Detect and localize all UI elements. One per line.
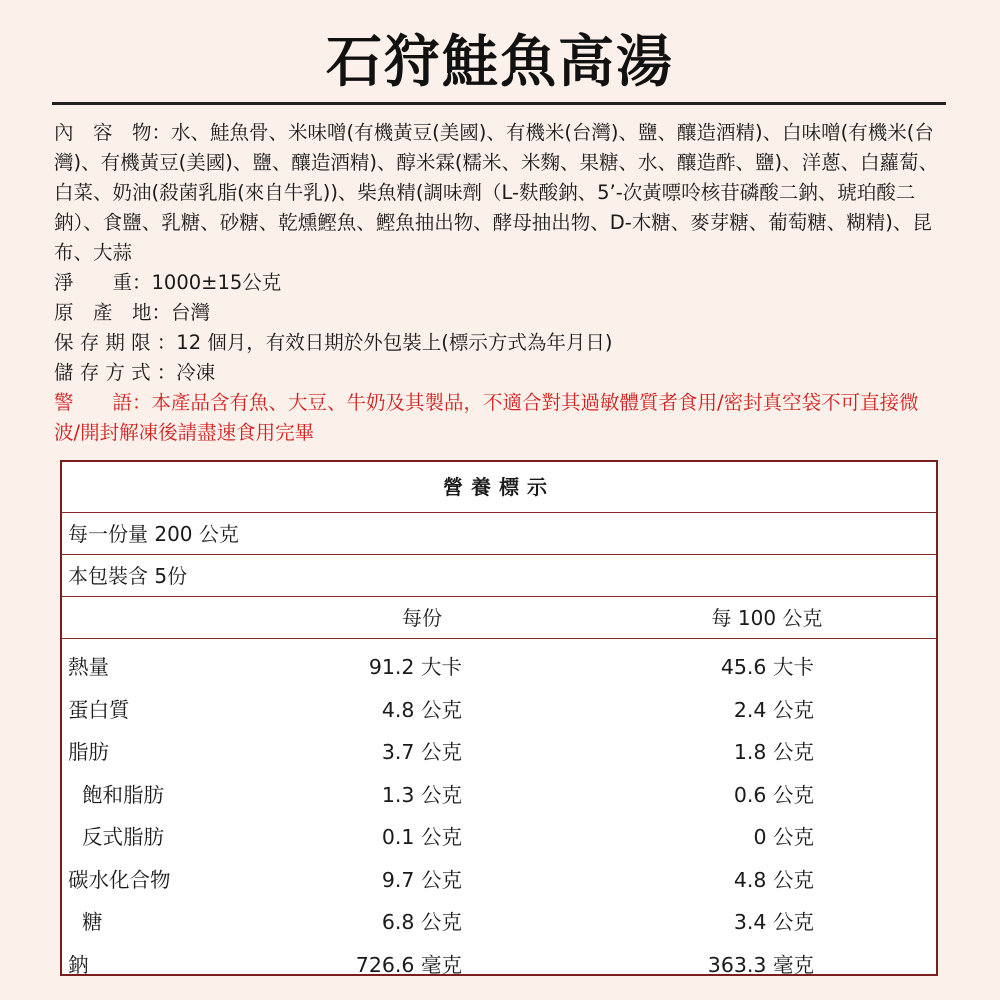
nutrition-rows: [62, 642, 936, 982]
nutrition-row-calories: [62, 642, 936, 685]
nutrition-row-saturated-fat: [62, 770, 936, 813]
product-info: [54, 118, 944, 448]
nutrient-name: 脂肪: [68, 740, 109, 764]
storage-text: 儲 存 方 式 ：冷凍: [54, 361, 216, 384]
nutrition-row-carbohydrate: [62, 855, 936, 898]
shelf-life-text: 保 存 期 限 ：12 個月，有效日期於外包裝上(標示方式為年月日): [54, 331, 613, 354]
nutrition-facts-panel: [60, 460, 938, 976]
per-100g-value: 0.6 公克: [733, 782, 814, 807]
per-100g-header: 每 100 公克: [711, 606, 823, 630]
nutrient-name: 反式脂肪: [82, 825, 164, 849]
nutrient-name: 鈉: [68, 952, 89, 977]
nutrition-row-trans-fat: [62, 812, 936, 855]
title-divider: [52, 102, 946, 105]
net-weight-text: 淨 重：1000±15公克: [54, 271, 282, 294]
per-serving-value: 91.2 大卡: [368, 655, 462, 679]
per-serving-header: 每份: [402, 606, 442, 630]
per-serving-value: 6.8 公克: [381, 910, 462, 934]
nutrition-row-sodium: [62, 940, 936, 983]
product-title: 石狩鮭魚高湯: [326, 30, 674, 95]
per-serving-value: 9.7 公克: [381, 867, 462, 892]
serving-size: 每一份量 200 公克: [62, 513, 936, 555]
per-100g-value: 0 公克: [753, 825, 814, 849]
origin-text: 原 產 地：台灣: [54, 301, 211, 324]
nutrient-name: 飽和脂肪: [82, 782, 164, 807]
per-serving-value: 1.3 公克: [381, 782, 462, 807]
per-100g-value: 3.4 公克: [733, 910, 814, 934]
per-100g-value: 1.8 公克: [733, 740, 814, 764]
per-100g-value: 45.6 大卡: [720, 655, 814, 679]
nutrition-row-protein: [62, 685, 936, 728]
nutrition-row-sugar: [62, 897, 936, 940]
nutrient-name: 蛋白質: [68, 697, 130, 722]
per-serving-value: 3.7 公克: [381, 740, 462, 764]
warning-text: 警 語：本產品含有魚、大豆、牛奶及其製品，不適合對其過敏體質者食用/密封真空袋不可直接微波/開封解凍後請盡速食用完畢: [54, 391, 919, 444]
nutrition-row-fat: [62, 727, 936, 770]
per-100g-value: 2.4 公克: [733, 697, 814, 722]
nutrition-title: 營養標示: [62, 462, 936, 513]
per-100g-value: 363.3 毫克: [707, 952, 814, 977]
per-serving-value: 4.8 公克: [381, 697, 462, 722]
servings-per-package: 本包裝含 5份: [62, 555, 936, 597]
nutrient-name: 熱量: [68, 655, 109, 679]
per-serving-value: 726.6 毫克: [355, 952, 462, 977]
ingredients-text: 內 容 物：水、鮭魚骨、米味噌(有機黃豆(美國)、有機米(台灣)、鹽、釀造酒精)、白味噌(有機米(台灣)、有機黃豆(美國)、鹽、釀造酒精)、醇米霖(糯米、米麴、果糖、水、釀造酢、鹽)、洋蔥、白蘿蔔、白菜、奶油(殺菌乳脂(來自牛乳))、柴魚精(調味劑（L-麩酸鈉、5’-次黃嘌呤核苷磷酸二鈉、琥珀酸二鈉）、食鹽、乳糖、砂糖、乾燻鰹魚、鰹魚抽出物、酵母抽出物、D-木糖、麥芽糖、葡萄糖、糊精)、昆布、大蒜: [54, 121, 939, 264]
nutrient-name: 糖: [82, 910, 103, 934]
nutrient-name: 碳水化合物: [68, 867, 171, 892]
nutrition-column-headers: [62, 597, 936, 639]
per-serving-value: 0.1 公克: [381, 825, 462, 849]
per-100g-value: 4.8 公克: [733, 867, 814, 892]
